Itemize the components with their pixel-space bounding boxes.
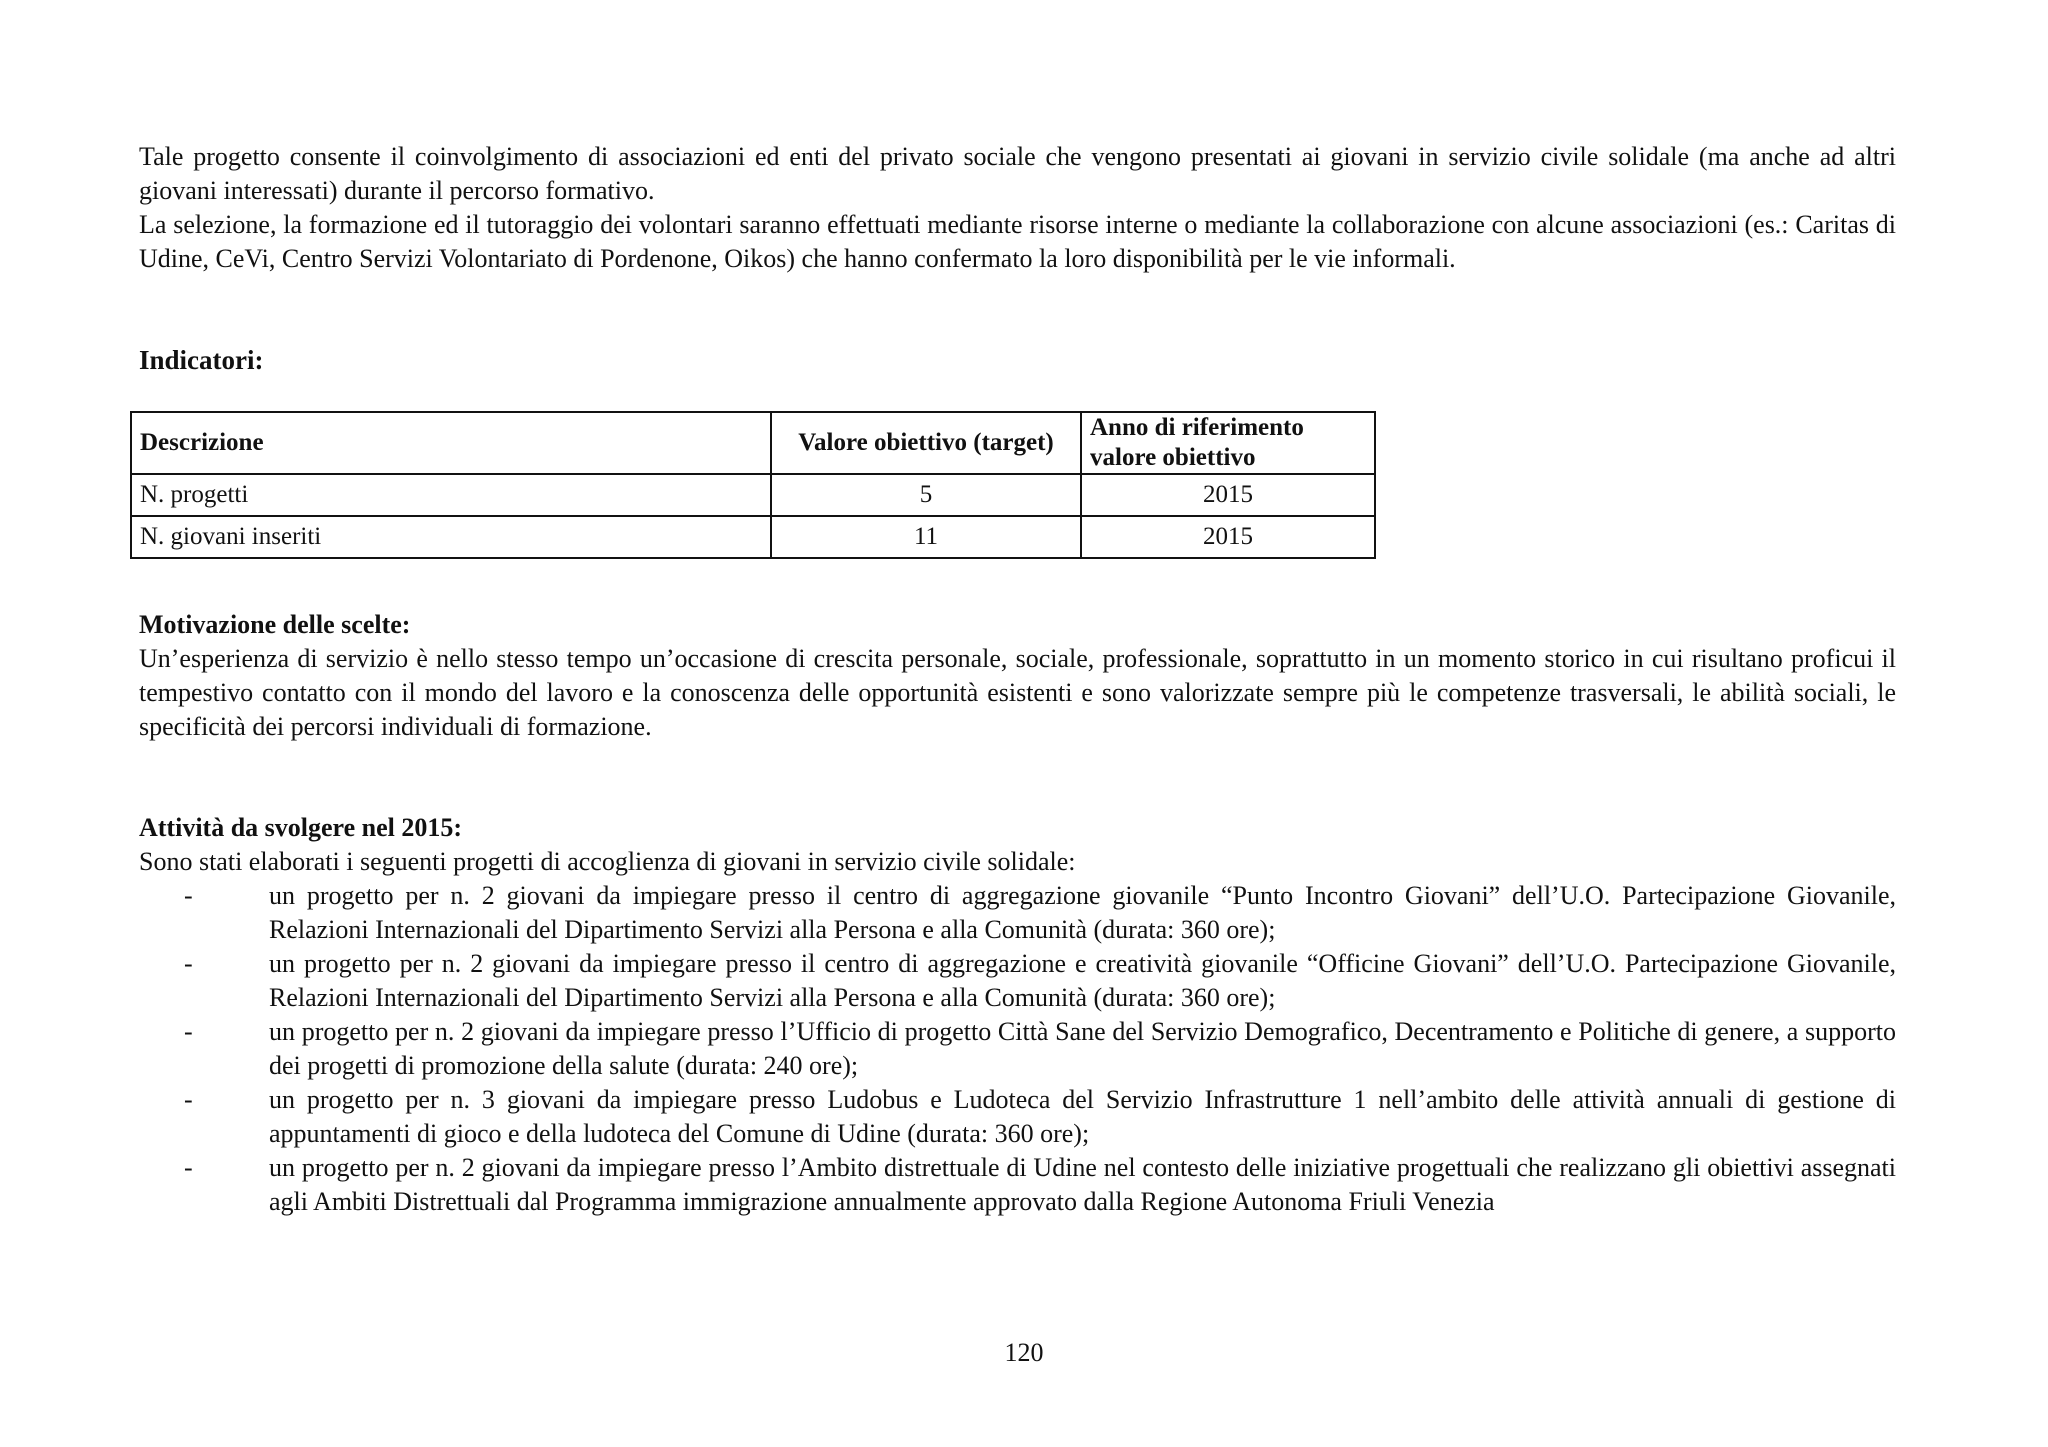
list-item-text: un progetto per n. 2 giovani da impiegare presso l’Ufficio di progetto Città Sane del Servizio Demografico, Decentramento e Politiche di genere, a supporto dei progetti di promozione della salute (durata: 240 ore); — [269, 1017, 1896, 1080]
page-number: 120 — [1004, 1338, 1044, 1367]
list-item-text: un progetto per n. 2 giovani da impiegare presso l’Ambito distrettuale di Udine nel contesto delle iniziative progettuali che realizzano gli obiettivi assegnati agli Ambiti Distrettuali dal Programma immigrazione annualmente approvato dalla Regione Autonoma Friuli Venezia — [269, 1153, 1896, 1216]
list-item — [139, 1083, 1896, 1151]
cell-descrizione: N. progetti — [131, 474, 771, 516]
cell-valore: 11 — [771, 516, 1081, 558]
list-item-text: un progetto per n. 2 giovani da impiegare presso il centro di aggregazione giovanile “Punto Incontro Giovani” dell’U.O. Partecipazione Giovanile, Relazioni Internazionali del Dipartimento Servizi alla Persona e alla Comunità (durata: 360 ore); — [269, 881, 1896, 944]
list-item — [139, 947, 1896, 1015]
cell-anno: 2015 — [1081, 516, 1375, 558]
dash-bullet: - — [184, 881, 193, 910]
column-header-valore: Valore obiettivo (target) — [771, 412, 1081, 474]
table-header-row — [131, 412, 1375, 474]
dash-bullet: - — [184, 1017, 193, 1046]
indicatori-heading: Indicatori: — [139, 345, 264, 375]
motivazione-heading: Motivazione delle scelte: — [139, 610, 411, 639]
table-row — [131, 474, 1375, 516]
list-item — [139, 1015, 1896, 1083]
dash-bullet: - — [184, 1153, 193, 1182]
indicators-table — [130, 411, 1376, 559]
list-item-text: un progetto per n. 2 giovani da impiegare presso il centro di aggregazione e creatività giovanile “Officine Giovani” dell’U.O. Partecipazione Giovanile, Relazioni Internazionali del Dipartimento Servizi alla Persona e alla Comunità (durata: 360 ore); — [269, 949, 1896, 1012]
motivazione-text: Un’esperienza di servizio è nello stesso tempo un’occasione di crescita personale, sociale, professionale, soprattutto in un momento storico in cui risultano proficui il tempestivo contatto con il mondo del lavoro e la conoscenza delle opportunità esistenti e sono valorizzate sempre più le competenze trasversali, le abilità sociali, le specificità dei percorsi individuali di formazione. — [139, 644, 1896, 741]
attivita-intro: Sono stati elaborati i seguenti progetti di accoglienza di giovani in servizio civile solidale: — [139, 847, 1076, 876]
list-item-text: un progetto per n. 3 giovani da impiegare presso Ludobus e Ludoteca del Servizio Infrastrutture 1 nell’ambito delle attività annuali di gestione di appuntamenti di gioco e della ludoteca del Comune di Udine (durata: 360 ore); — [269, 1085, 1896, 1148]
attivita-list — [139, 879, 1896, 1219]
column-header-anno: Anno di riferimento valore obiettivo — [1081, 412, 1375, 474]
intro-section — [139, 140, 1896, 276]
list-item — [139, 879, 1896, 947]
cell-anno: 2015 — [1081, 474, 1375, 516]
table-row — [131, 516, 1375, 558]
list-item — [139, 1151, 1896, 1219]
attivita-heading: Attività da svolgere nel 2015: — [139, 813, 463, 842]
dash-bullet: - — [184, 949, 193, 978]
column-header-descrizione: Descrizione — [131, 412, 771, 474]
motivazione-section — [139, 608, 1896, 744]
dash-bullet: - — [184, 1085, 193, 1114]
intro-paragraph: Tale progetto consente il coinvolgimento di associazioni ed enti del privato sociale che vengono presentati ai giovani in servizio civile solidale (ma anche ad altri giovani interessati) durante il percorso formativo. — [139, 142, 1896, 205]
attivita-section — [139, 811, 1896, 1219]
intro-paragraph: La selezione, la formazione ed il tutoraggio dei volontari saranno effettuati mediante risorse interne o mediante la collaborazione con alcune associazioni (es.: Caritas di Udine, CeVi, Centro Servizi Volontariato di Pordenone, Oikos) che hanno confermato la loro disponibilità per le vie informali. — [139, 210, 1896, 273]
cell-descrizione: N. giovani inseriti — [131, 516, 771, 558]
cell-valore: 5 — [771, 474, 1081, 516]
